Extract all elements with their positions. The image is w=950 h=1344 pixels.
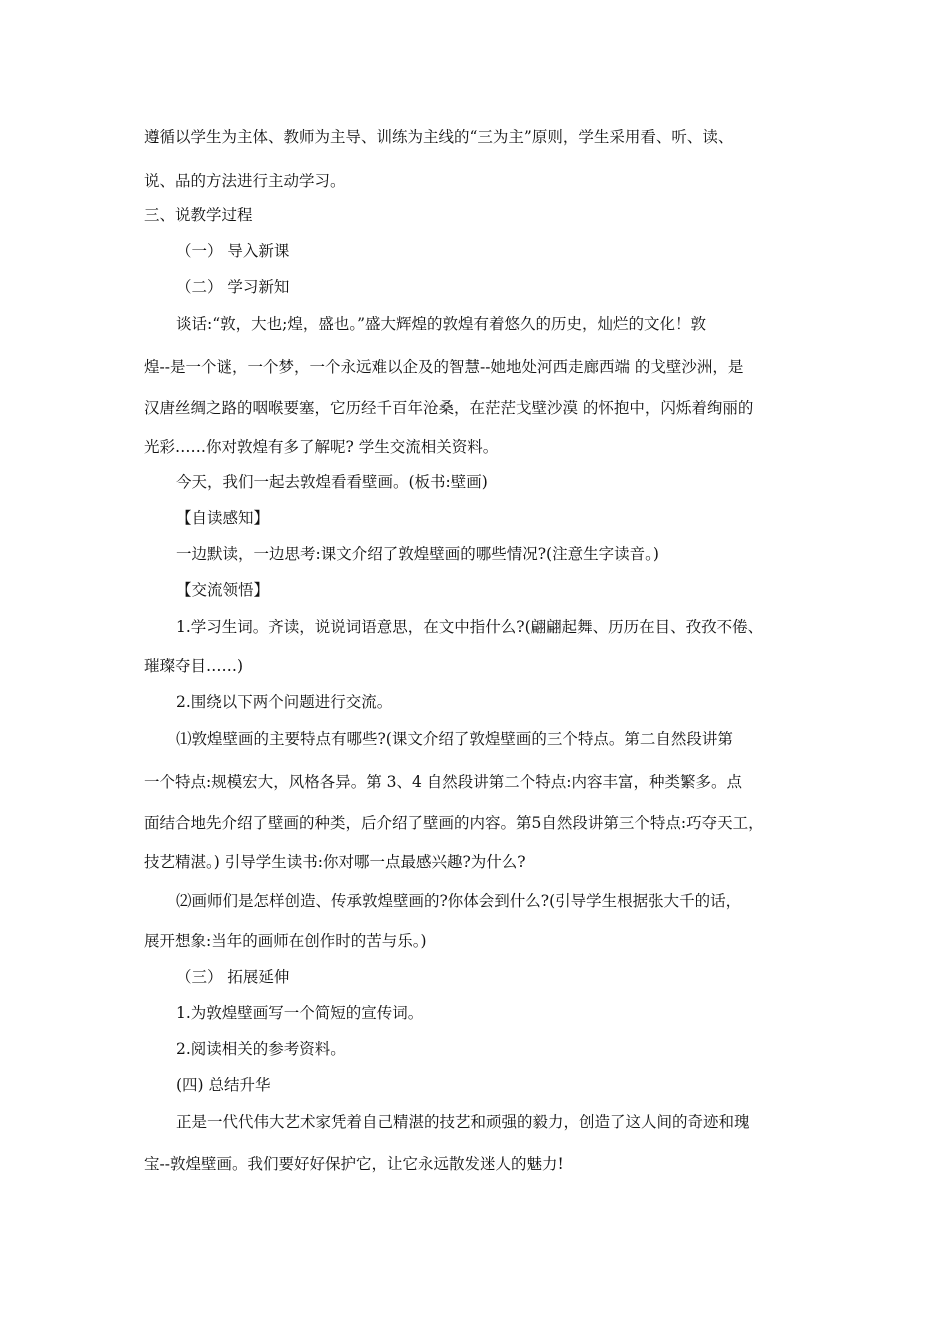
section-heading: 三、说教学过程 — [144, 206, 253, 224]
paragraph-line: 面结合地先介绍了壁画的种类，后介绍了壁画的内容。第5自然段讲第三个特点:巧夺天工， — [144, 814, 764, 832]
paragraph-line: 光彩……你对敦煌有多了解呢? 学生交流相关资料。 — [144, 438, 499, 456]
paragraph-line: 说、品的方法进行主动学习。 — [144, 172, 346, 190]
paragraph-line: 技艺精湛。) 引导学生读书:你对哪一点最感兴趣?为什么? — [144, 853, 526, 871]
paragraph-line: 宝--敦煌壁画。我们要好好保护它，让它永远散发迷人的魅力! — [144, 1155, 564, 1173]
paragraph-line: 今天，我们一起去敦煌看看壁画。(板书:壁画) — [176, 473, 488, 491]
paragraph-line: 2.围绕以下两个问题进行交流。 — [176, 693, 393, 711]
paragraph-line: 2.阅读相关的参考资料。 — [176, 1040, 346, 1058]
paragraph-line: 展开想象:当年的画师在创作时的苦与乐。) — [144, 932, 427, 950]
paragraph-line: 1.为敦煌壁画写一个简短的宣传词。 — [176, 1004, 424, 1022]
subsection-heading: （二） 学习新知 — [176, 278, 290, 296]
paragraph-line: 一个特点:规模宏大，风格各异。第 3、4 自然段讲第二个特点:内容丰富，种类繁多。点 — [144, 773, 743, 791]
paragraph-line: 遵循以学生为主体、教师为主导、训练为主线的“三为主”原则，学生采用看、听、读、 — [144, 128, 734, 146]
paragraph-line: ⑴敦煌壁画的主要特点有哪些?(课文介绍了敦煌壁画的三个特点。第二自然段讲第 — [176, 730, 733, 748]
paragraph-line: 谈话:“敦，大也;煌，盛也。”盛大辉煌的敦煌有着悠久的历史，灿烂的文化！敦 — [176, 315, 707, 333]
paragraph-line: 煌--是一个谜，一个梦，一个永远难以企及的智慧--她地处河西走廊西端 的戈壁沙洲，是 — [144, 358, 744, 376]
paragraph-line: 璀璨夺目……) — [144, 657, 244, 675]
paragraph-line: ⑵画师们是怎样创造、传承敦煌壁画的?你体会到什么?(引导学生根据张大千的话， — [176, 892, 742, 910]
subsection-heading: 【交流领悟】 — [176, 581, 270, 599]
paragraph-line: 1.学习生词。齐读，说说词语意思，在文中指什么?(翩翩起舞、历历在目、孜孜不倦、 — [176, 618, 764, 636]
paragraph-line: 一边默读，一边思考:课文介绍了敦煌壁画的哪些情况?(注意生字读音。) — [176, 545, 659, 563]
subsection-heading: 【自读感知】 — [176, 509, 270, 527]
subsection-heading: （一） 导入新课 — [176, 242, 290, 260]
paragraph-line: 正是一代代伟大艺术家凭着自己精湛的技艺和顽强的毅力，创造了这人间的奇迹和瑰 — [176, 1113, 750, 1131]
subsection-heading: （三） 拓展延伸 — [176, 968, 290, 986]
paragraph-line: 汉唐丝绸之路的咽喉要塞，它历经千百年沧桑，在茫茫戈壁沙漠 的怀抱中，闪烁着绚丽的 — [144, 399, 754, 417]
subsection-heading: (四) 总结升华 — [176, 1076, 271, 1094]
